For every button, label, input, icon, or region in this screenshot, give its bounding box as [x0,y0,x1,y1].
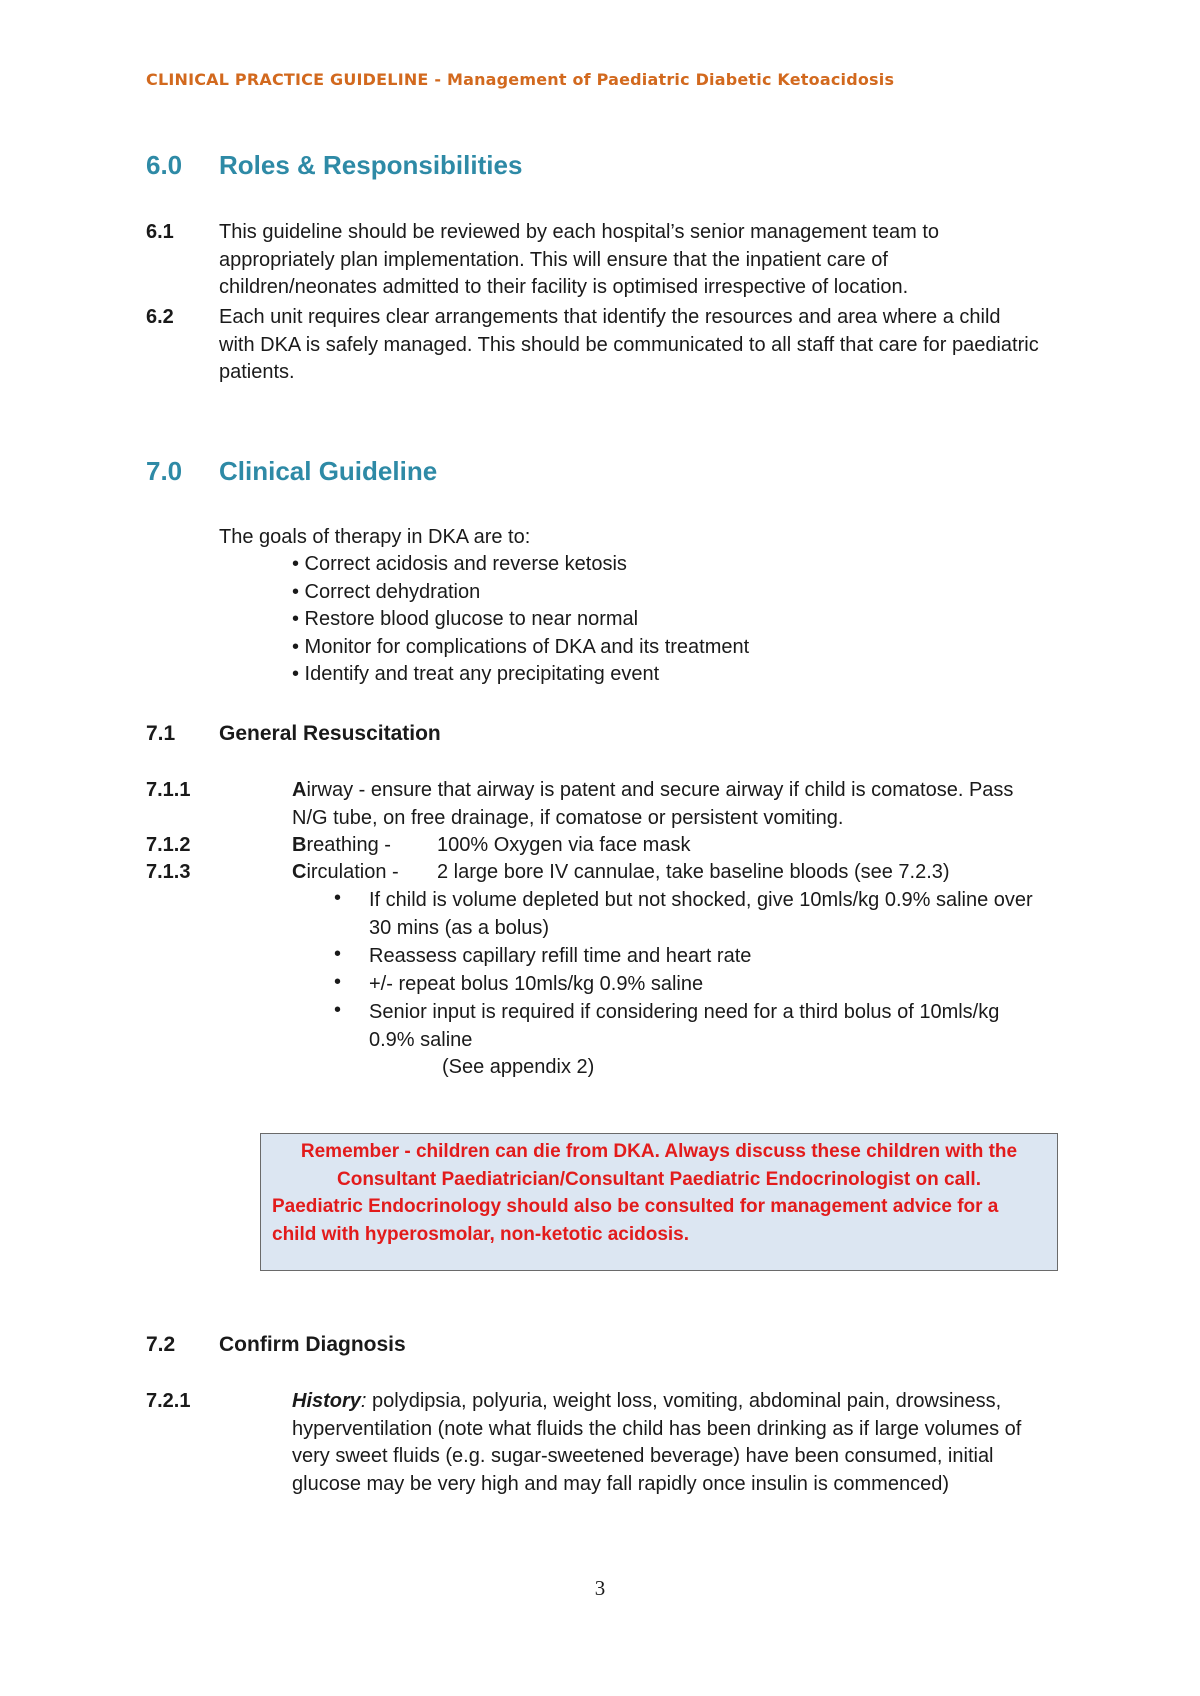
list-item: +/- repeat bolus 10mls/kg 0.9% saline [369,973,704,995]
section-7-1-title: General Resuscitation [219,722,441,745]
callout-line: Remember - children can die from DKA. Always discuss these children with the [300,1141,1018,1162]
list-item [369,999,999,1054]
text-line: Each unit requires clear arrangements that identify the resources and area where a child [219,306,1001,328]
text-line: 30 mins (as a bolus) [369,916,550,939]
page-number: 3 [594,1576,606,1600]
text-line: patients. [219,361,295,383]
running-header: CLINICAL PRACTICE GUIDELINE - Management of Paediatric Diabetic Ketoacidosis [146,70,895,89]
bullet-dot: • [334,943,342,965]
item-7-1-2-number: 7.1.2 [146,834,191,856]
text-line: 0.9% saline [369,1028,473,1051]
section-6-number: 6.0 [146,150,183,180]
item-7-1-1-text [292,777,1013,832]
text-line: N/G tube, on free drainage, if comatose or persistent vomiting. [292,806,844,829]
text-line: very sweet fluids (e.g. sugar-sweetened beverage) have been consumed, initial [292,1445,994,1467]
goals-intro: The goals of therapy in DKA are to: [219,526,531,548]
goals-list [292,551,749,689]
bullet-dot: • [334,999,342,1021]
circulation-text: 2 large bore IV cannulae, take baseline bloods (see 7.2.3) [437,861,950,883]
item-6-2-text [219,304,1039,387]
item-6-2-number: 6.2 [146,306,174,328]
history-label: History [292,1390,361,1412]
circulation-label [292,859,399,887]
history-colon: : [360,1390,367,1412]
text-line: children/neonates admitted to their facility is optimised irrespective of location. [219,276,909,298]
section-7-number: 7.0 [146,456,183,486]
circulation-initial: C [292,861,307,883]
text-line: If child is volume depleted but not shocked, give 10mls/kg 0.9% saline over [369,889,1033,911]
text-line: Senior input is required if considering need for a third bolus of 10mls/kg [369,1001,1000,1023]
airway-text: irway - ensure that airway is patent and secure airway if child is comatose. Pass [306,779,1014,801]
text-line [292,777,1013,805]
text-line: This guideline should be reviewed by each hospital’s senior management team to [219,221,940,243]
breathing-label [292,832,391,860]
text-line: appropriately plan implementation. This will ensure that the inpatient care of [219,248,888,271]
section-7-2-number: 7.2 [146,1333,176,1356]
list-item: • Correct acidosis and reverse ketosis [292,553,627,575]
section-7-title: Clinical Guideline [219,456,438,486]
item-7-1-1-number: 7.1.1 [146,779,191,801]
appendix-note: (See appendix 2) [442,1056,595,1078]
list-item: • Correct dehydration [292,580,481,603]
item-6-1-text [219,219,939,302]
breathing-initial: B [292,834,307,856]
list-item: Reassess capillary refill time and heart rate [369,945,752,967]
item-7-1-3-number: 7.1.3 [146,861,191,883]
text-line: hyperventilation (note what fluids the child has been drinking as if large volumes of [292,1417,1022,1440]
callout-line: Consultant Paediatrician/Consultant Paediatric Endocrinologist on call. [337,1168,981,1190]
list-item: • Restore blood glucose to near normal [292,608,639,630]
list-item: • Identify and treat any precipitating event [292,663,660,685]
airway-initial: A [292,779,307,801]
text-line [292,1388,1021,1416]
item-7-2-1-text [292,1388,1021,1498]
text-line: glucose may be very high and may fall rapidly once insulin is commenced) [292,1472,949,1495]
callout-line: Paediatric Endocrinology should also be consulted for management advice for a [272,1196,999,1217]
circulation-label-text: irculation - [306,861,399,883]
section-7-2-title: Confirm Diagnosis [219,1333,406,1356]
bullet-dot: • [334,971,342,993]
warning-callout [260,1133,1058,1271]
text-line: with DKA is safely managed. This should be communicated to all staff that care for paediatric [219,333,1039,356]
callout-line: child with hyperosmolar, non-ketotic acidosis. [272,1223,690,1245]
breathing-label-text: reathing - [306,834,391,856]
bullet-dot: • [334,887,342,909]
list-item: • Monitor for complications of DKA and its treatment [292,635,750,658]
item-7-2-1-number: 7.2.1 [146,1390,191,1412]
section-7-1-number: 7.1 [146,722,176,745]
list-item [369,887,1033,942]
section-6-title: Roles & Responsibilities [219,150,523,180]
history-text: polydipsia, polyuria, weight loss, vomiting, abdominal pain, drowsiness, [366,1390,1002,1412]
item-6-1-number: 6.1 [146,221,174,243]
breathing-text: 100% Oxygen via face mask [437,834,691,856]
